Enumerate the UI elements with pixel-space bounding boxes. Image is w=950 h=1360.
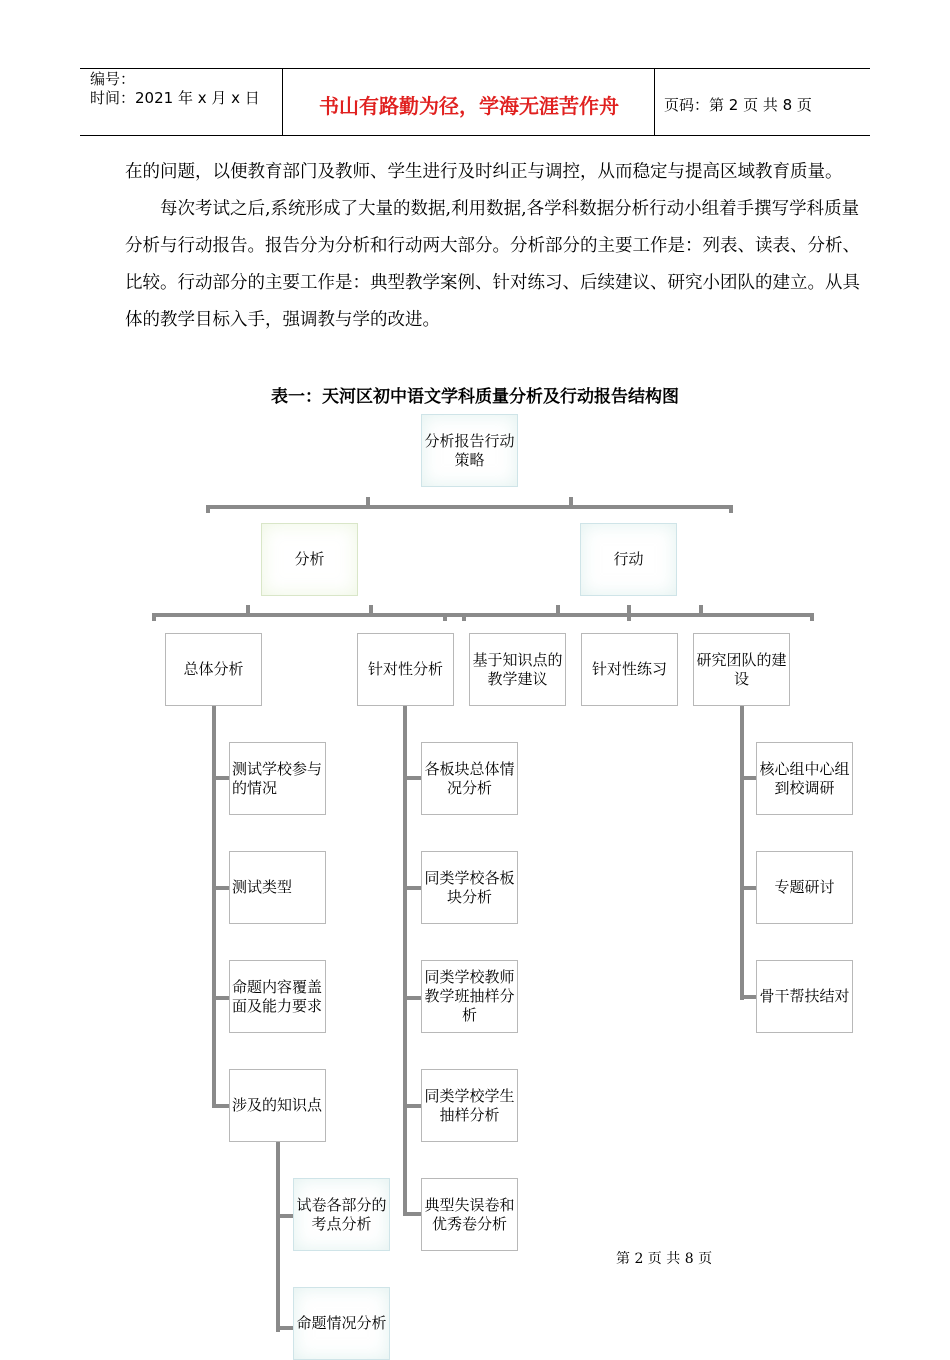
- header-divider-right: [654, 68, 655, 136]
- node-overall-item: 测试学校参与的情况: [229, 742, 326, 815]
- header-meta: [90, 70, 260, 108]
- node-overall-item: 命题内容覆盖面及能力要求: [229, 960, 326, 1033]
- node-targeted-analysis: 针对性分析: [357, 633, 454, 706]
- node-targeted-item: 各板块总体情况分析: [421, 742, 518, 815]
- node-overall-item: 涉及的知识点: [229, 1069, 326, 1142]
- header-time: 时间：2021 年 x 月 x 日: [90, 89, 260, 107]
- node-overall-analysis: 总体分析: [165, 633, 262, 706]
- node-action: 行动: [580, 523, 677, 596]
- node-knowledge-suggestion: 基于知识点的教学建议: [469, 633, 566, 706]
- node-targeted-practice: 针对性练习: [581, 633, 678, 706]
- footer-page-number: 第 2 页 共 8 页: [616, 1251, 713, 1267]
- figure-title: 表一：天河区初中语文学科质量分析及行动报告结构图: [271, 387, 679, 407]
- node-knowledge-item: 命题情况分析: [293, 1287, 390, 1360]
- node-team-item: 核心组中心组到校调研: [756, 742, 853, 815]
- node-team-item: 骨干帮扶结对: [756, 960, 853, 1033]
- node-targeted-item: 同类学校各板块分析: [421, 851, 518, 924]
- header-divider-left: [282, 68, 283, 136]
- node-analysis: 分析: [261, 523, 358, 596]
- node-team-item: 专题研讨: [756, 851, 853, 924]
- node-root: 分析报告行动策略: [421, 414, 518, 487]
- header-bottom-rule: [80, 135, 870, 136]
- node-targeted-item: 同类学校教师教学班抽样分析: [421, 960, 518, 1033]
- header-motto: 书山有路勤为径，学海无涯苦作舟: [319, 94, 619, 118]
- node-knowledge-item: 试卷各部分的考点分析: [293, 1178, 390, 1251]
- paragraph-1: 在的问题，以便教育部门及教师、学生进行及时纠正与调控，从而稳定与提高区域教育质量。: [125, 162, 843, 182]
- header-top-rule: [80, 68, 870, 69]
- node-team-building: 研究团队的建设: [693, 633, 790, 706]
- header-page-number: 页码：第 2 页 共 8 页: [664, 96, 812, 114]
- node-targeted-item: 同类学校学生抽样分析: [421, 1069, 518, 1142]
- header-number: 编号：: [90, 70, 136, 88]
- node-targeted-item: 典型失误卷和优秀卷分析: [421, 1178, 518, 1251]
- paragraph-2: 每次考试之后,系统形成了大量的数据,利用数据,各学科数据分析行动小组着手撰写学科质量分析与行动报告。报告分为分析和行动两大部分。分析部分的主要工作是：列表、读表、分析、比较。行动部分的主要工作是：典型教学案例、针对练习、后续建议、研究小团队的建立。从具体的教学目标入手，强调教与学的改进。: [125, 199, 860, 330]
- body-text: [125, 154, 870, 339]
- node-overall-item: 测试类型: [229, 851, 326, 924]
